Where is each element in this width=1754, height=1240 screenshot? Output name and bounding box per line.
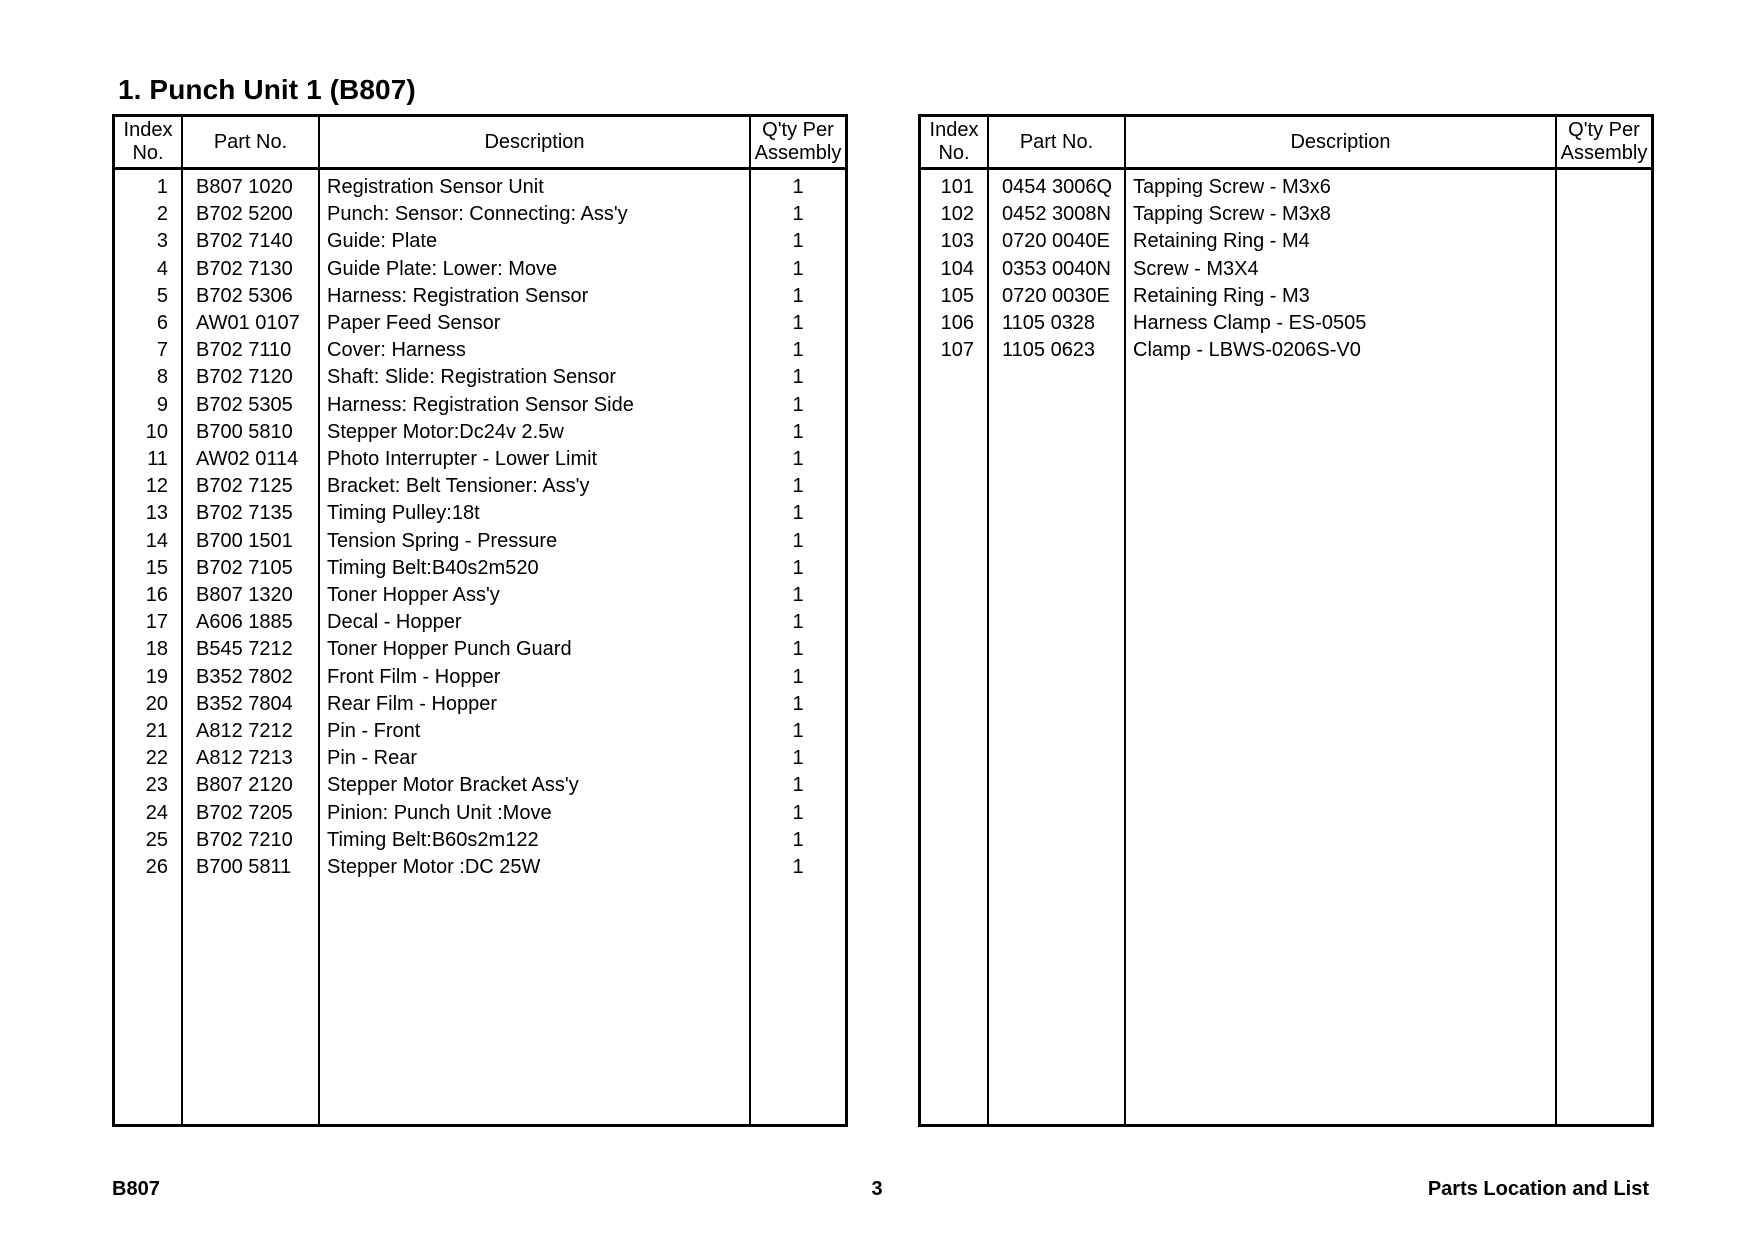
description-cell: Front Film - Hopper xyxy=(327,665,501,688)
part-no-cell: B545 7212 xyxy=(196,638,293,661)
table-row xyxy=(921,228,1651,255)
index-cell: 2 xyxy=(156,203,168,226)
part-no-cell: A812 7213 xyxy=(196,747,293,770)
index-cell: 22 xyxy=(145,747,168,770)
table-row xyxy=(115,718,845,745)
index-cell: 13 xyxy=(145,502,168,525)
qty-cell: 1 xyxy=(792,747,804,770)
part-no-cell: B807 1020 xyxy=(196,176,293,198)
index-cell: 14 xyxy=(145,529,168,552)
table-row xyxy=(921,174,1651,201)
description-cell: Bracket: Belt Tensioner: Ass'y xyxy=(327,475,590,498)
table-row xyxy=(115,636,845,663)
part-no-cell: B700 5811 xyxy=(196,856,292,878)
description-cell: Pinion: Punch Unit :Move xyxy=(327,801,552,824)
part-no-cell: B702 5305 xyxy=(196,393,293,416)
index-cell: 26 xyxy=(145,856,168,878)
qty-cell: 1 xyxy=(792,692,804,715)
description-cell: Harness: Registration Sensor xyxy=(327,284,589,307)
qty-cell xyxy=(1557,174,1651,201)
table-row xyxy=(115,745,845,772)
index-cell: 8 xyxy=(156,366,168,389)
part-no-cell: 1105 0328 xyxy=(1002,312,1096,334)
index-cell: 23 xyxy=(145,774,168,797)
table-row xyxy=(921,256,1651,283)
table-row xyxy=(115,337,845,364)
part-no-cell: B702 7140 xyxy=(196,230,293,253)
index-cell: 5 xyxy=(156,284,168,307)
description-cell: Harness Clamp - ES-0505 xyxy=(1133,312,1367,334)
table-row xyxy=(115,256,845,283)
table-row xyxy=(115,500,845,527)
header-qty-line1: Q'ty Per xyxy=(1568,119,1640,141)
parts-table-right xyxy=(918,114,1654,1127)
qty-cell: 1 xyxy=(792,828,804,851)
qty-cell: 1 xyxy=(792,284,804,307)
qty-cell: 1 xyxy=(792,448,804,470)
part-no-cell: A606 1885 xyxy=(196,611,293,634)
part-no-cell: 0353 0040N xyxy=(1002,257,1111,280)
description-cell: Guide Plate: Lower: Move xyxy=(327,257,558,280)
description-cell: Timing Pulley:18t xyxy=(327,502,480,525)
qty-cell: 1 xyxy=(792,774,804,797)
part-no-cell: B700 1501 xyxy=(196,529,293,552)
table-row xyxy=(115,419,845,446)
qty-cell xyxy=(1557,337,1651,364)
description-cell: Pin - Front xyxy=(327,720,421,742)
qty-cell: 1 xyxy=(792,801,804,824)
description-cell: Tapping Screw - M3x6 xyxy=(1133,176,1331,198)
qty-cell: 1 xyxy=(792,366,804,389)
header-qty-line1: Q'ty Per xyxy=(762,119,834,141)
qty-cell: 1 xyxy=(792,393,804,416)
qty-cell: 1 xyxy=(792,856,804,878)
qty-cell xyxy=(1557,201,1651,228)
qty-cell: 1 xyxy=(792,665,804,688)
page-title: 1. Punch Unit 1 (B807) xyxy=(118,74,416,105)
part-no-cell: 0454 3006Q xyxy=(1002,176,1113,198)
part-no-cell: B702 7105 xyxy=(196,556,293,579)
table-row xyxy=(115,174,845,201)
part-no-cell: B702 7135 xyxy=(196,502,293,525)
index-cell: 21 xyxy=(145,720,168,742)
index-cell: 107 xyxy=(940,339,974,362)
description-cell: Tapping Screw - M3x8 xyxy=(1133,203,1331,226)
table-row xyxy=(115,555,845,582)
description-cell: Paper Feed Sensor xyxy=(327,312,501,334)
index-cell: 17 xyxy=(145,611,168,634)
table-header xyxy=(115,117,845,170)
description-cell: Guide: Plate xyxy=(327,230,438,253)
description-cell: Punch: Sensor: Connecting: Ass'y xyxy=(327,203,628,226)
index-cell: 1 xyxy=(156,176,168,198)
index-cell: 9 xyxy=(156,393,168,416)
table-row xyxy=(115,473,845,500)
part-no-cell: B702 7110 xyxy=(196,339,292,362)
index-cell: 3 xyxy=(156,230,168,253)
index-cell: 6 xyxy=(156,312,168,334)
qty-cell: 1 xyxy=(792,475,804,498)
part-no-cell: B702 7120 xyxy=(196,366,293,389)
index-cell: 4 xyxy=(156,257,168,280)
qty-cell: 1 xyxy=(792,230,804,253)
qty-cell xyxy=(1557,228,1651,255)
index-cell: 101 xyxy=(940,176,974,198)
qty-cell: 1 xyxy=(792,420,804,443)
qty-cell: 1 xyxy=(792,556,804,579)
header-qty xyxy=(751,117,845,167)
table-row xyxy=(115,609,845,636)
part-no-cell: 0452 3008N xyxy=(1002,203,1111,226)
qty-cell: 1 xyxy=(792,638,804,661)
description-cell: Screw - M3X4 xyxy=(1133,257,1259,280)
description-cell: Stepper Motor :DC 25W xyxy=(327,856,541,878)
header-description: Description xyxy=(1290,130,1391,153)
description-cell: Clamp - LBWS-0206S-V0 xyxy=(1133,339,1361,362)
part-no-cell: 0720 0040E xyxy=(1002,230,1110,253)
table-row xyxy=(921,283,1651,310)
part-no-cell: B702 7130 xyxy=(196,257,293,280)
qty-cell: 1 xyxy=(792,584,804,606)
description-cell: Stepper Motor:Dc24v 2.5w xyxy=(327,420,564,443)
index-cell: 102 xyxy=(940,203,974,226)
table-header xyxy=(921,117,1651,170)
table-row xyxy=(115,664,845,691)
qty-cell: 1 xyxy=(792,720,804,742)
footer-model: B807 xyxy=(112,1178,160,1200)
part-no-cell: B702 5306 xyxy=(196,284,293,307)
description-cell: Shaft: Slide: Registration Sensor xyxy=(327,366,617,389)
header-qty-line2: Assembly xyxy=(1560,142,1648,164)
qty-cell: 1 xyxy=(792,176,804,198)
part-no-cell: B700 5810 xyxy=(196,420,293,443)
part-no-cell: 0720 0030E xyxy=(1002,284,1110,307)
index-cell: 106 xyxy=(940,312,974,334)
table-row xyxy=(115,772,845,799)
part-no-cell: AW01 0107 xyxy=(196,312,300,334)
part-no-cell: AW02 0114 xyxy=(196,448,299,470)
description-cell: Toner Hopper Ass'y xyxy=(327,584,500,606)
header-index-line1: Index xyxy=(929,119,979,141)
header-index-line2: No. xyxy=(938,142,970,164)
table-row xyxy=(115,528,845,555)
qty-cell: 1 xyxy=(792,529,804,552)
qty-cell: 1 xyxy=(792,611,804,634)
description-cell: Harness: Registration Sensor Side xyxy=(327,393,634,416)
qty-cell xyxy=(1557,256,1651,283)
part-no-cell: B702 5200 xyxy=(196,203,293,226)
parts-table-left xyxy=(112,114,848,1127)
description-cell: Timing Belt:B40s2m520 xyxy=(327,556,539,579)
table-row xyxy=(115,364,845,391)
description-cell: Photo Interrupter - Lower Limit xyxy=(327,448,598,470)
part-no-cell: B352 7802 xyxy=(196,665,293,688)
header-index xyxy=(921,117,987,167)
index-cell: 105 xyxy=(940,284,974,307)
part-no-cell: B702 7125 xyxy=(196,475,293,498)
table-row xyxy=(115,201,845,228)
index-cell: 7 xyxy=(156,339,168,362)
part-no-cell: B702 7205 xyxy=(196,801,293,824)
description-cell: Cover: Harness xyxy=(327,339,466,362)
table-row xyxy=(115,228,845,255)
description-cell: Stepper Motor Bracket Ass'y xyxy=(327,774,579,797)
index-cell: 18 xyxy=(145,638,168,661)
index-cell: 12 xyxy=(145,475,168,498)
table-row xyxy=(115,392,845,419)
header-index-line1: Index xyxy=(123,119,173,141)
qty-cell: 1 xyxy=(792,339,804,362)
header-qty xyxy=(1557,117,1651,167)
table-row xyxy=(921,310,1651,337)
index-cell: 24 xyxy=(145,801,168,824)
index-cell: 11 xyxy=(147,448,168,470)
description-cell: Timing Belt:B60s2m122 xyxy=(327,828,539,851)
description-cell: Retaining Ring - M3 xyxy=(1133,284,1310,307)
part-no-cell: A812 7212 xyxy=(196,720,293,742)
table-row xyxy=(115,854,845,881)
part-no-cell: B702 7210 xyxy=(196,828,293,851)
description-cell: Pin - Rear xyxy=(327,747,418,770)
header-part-no: Part No. xyxy=(213,130,288,153)
description-cell: Toner Hopper Punch Guard xyxy=(327,638,572,661)
description-cell: Tension Spring - Pressure xyxy=(327,529,558,552)
table-row xyxy=(921,337,1651,364)
part-no-cell: B807 1320 xyxy=(196,584,293,606)
qty-cell: 1 xyxy=(792,502,804,525)
qty-cell: 1 xyxy=(792,203,804,226)
index-cell: 103 xyxy=(940,230,974,253)
table-row xyxy=(115,446,845,473)
header-index xyxy=(115,117,181,167)
table-row xyxy=(115,582,845,609)
header-qty-line2: Assembly xyxy=(754,142,842,164)
part-no-cell: 1105 0623 xyxy=(1002,339,1096,362)
table-row xyxy=(115,310,845,337)
header-description: Description xyxy=(484,130,585,153)
qty-cell xyxy=(1557,310,1651,337)
description-cell: Decal - Hopper xyxy=(327,611,462,634)
index-cell: 10 xyxy=(145,420,168,443)
index-cell: 104 xyxy=(940,257,974,280)
description-cell: Rear Film - Hopper xyxy=(327,692,498,715)
index-cell: 25 xyxy=(145,828,168,851)
index-cell: 20 xyxy=(145,692,168,715)
qty-cell xyxy=(1557,283,1651,310)
header-index-line2: No. xyxy=(132,142,164,164)
qty-cell: 1 xyxy=(792,257,804,280)
index-cell: 19 xyxy=(145,665,168,688)
qty-cell: 1 xyxy=(792,312,804,334)
part-no-cell: B807 2120 xyxy=(196,774,293,797)
table-row xyxy=(921,201,1651,228)
header-part-no: Part No. xyxy=(1019,130,1094,153)
index-cell: 16 xyxy=(145,584,168,606)
table-row xyxy=(115,827,845,854)
description-cell: Registration Sensor Unit xyxy=(327,176,544,198)
table-row xyxy=(115,283,845,310)
footer-section: Parts Location and List xyxy=(1427,1178,1649,1200)
table-row xyxy=(115,691,845,718)
footer-page-number: 3 xyxy=(871,1178,883,1200)
index-cell: 15 xyxy=(145,556,168,579)
description-cell: Retaining Ring - M4 xyxy=(1133,230,1310,253)
table-row xyxy=(115,800,845,827)
part-no-cell: B352 7804 xyxy=(196,692,293,715)
